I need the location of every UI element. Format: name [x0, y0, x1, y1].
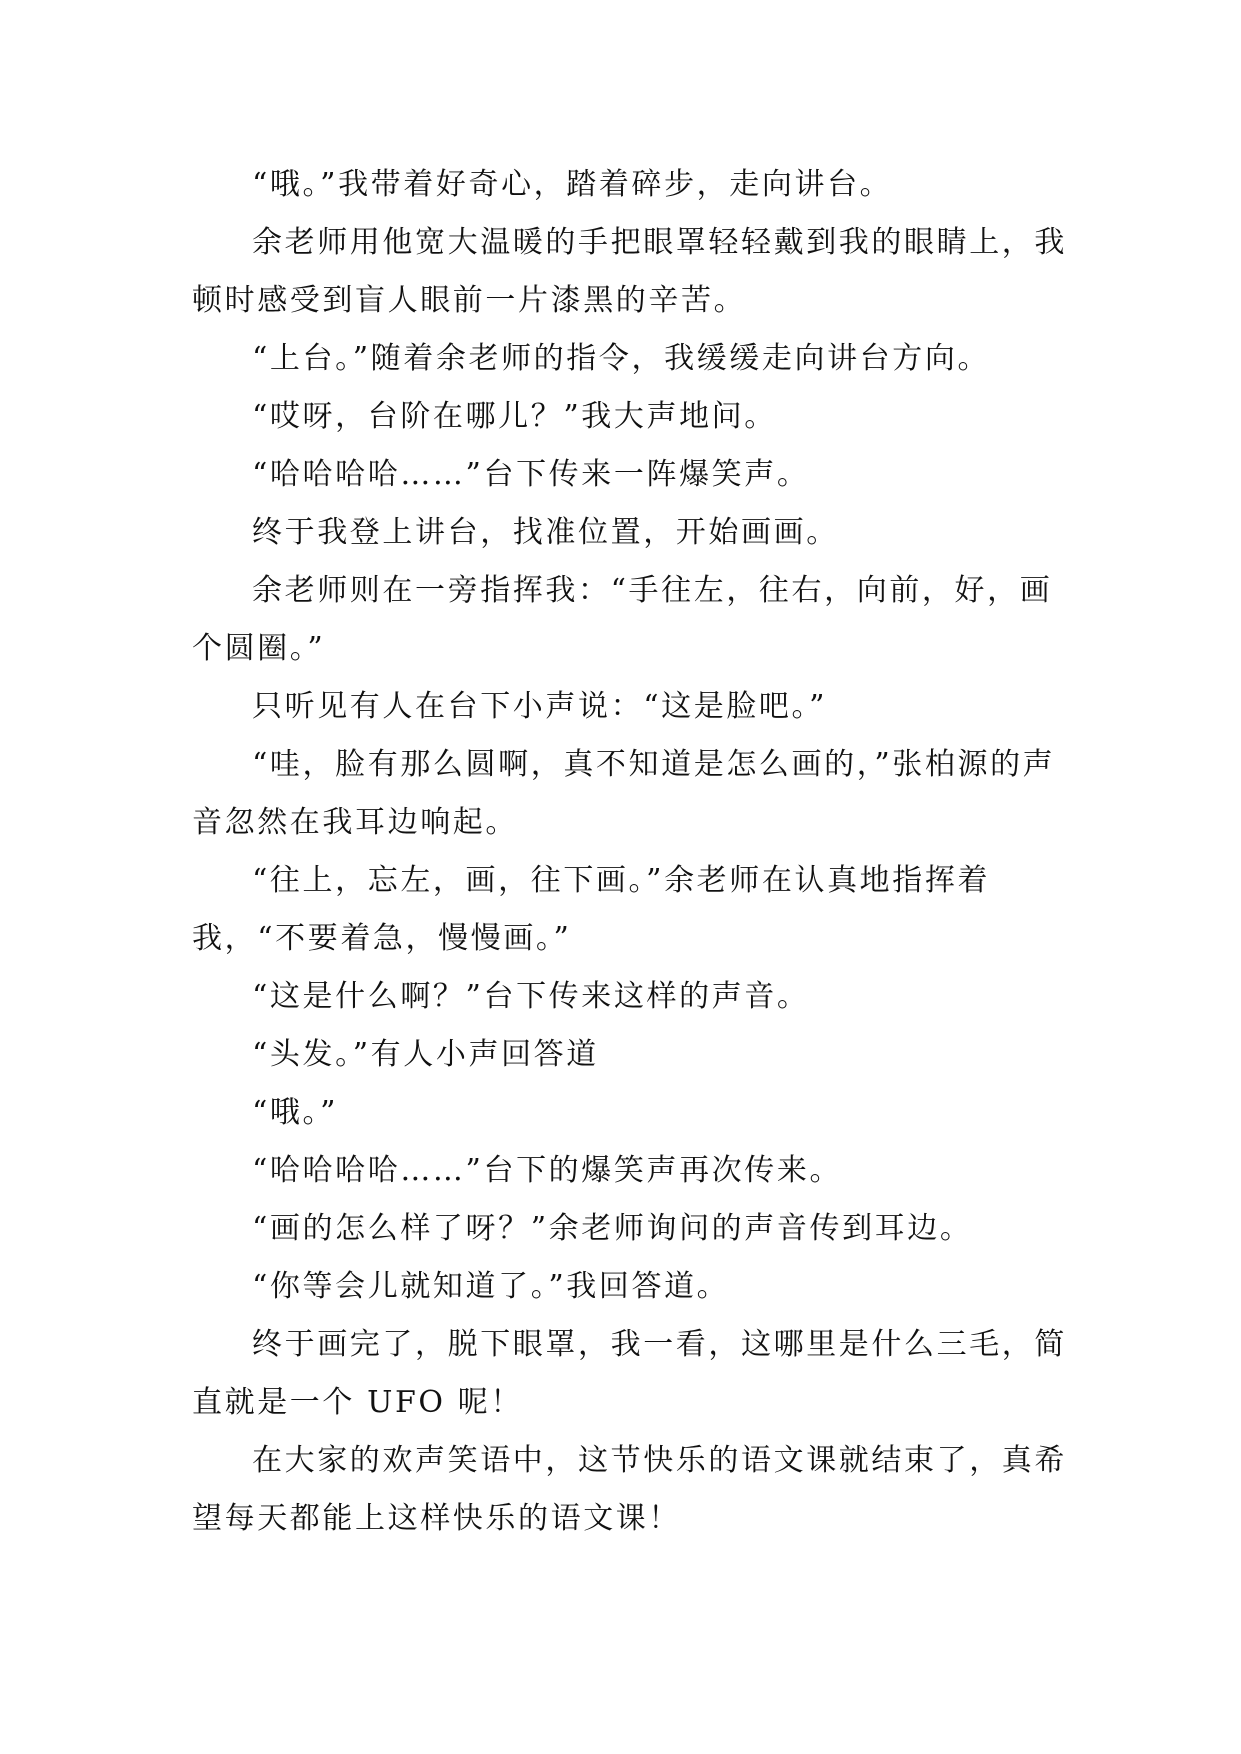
- paragraph: “哈哈哈哈……”台下的爆笑声再次传来。: [252, 1153, 843, 1188]
- paragraph: “往上，忘左，画，往下画。”余老师在认真地指挥着我，“不要着急，慢慢画。”: [192, 863, 991, 956]
- paragraph: 只听见有人在台下小声说：“这是脸吧。”: [252, 689, 828, 724]
- paragraph: “你等会儿就知道了。”我回答道。: [252, 1269, 730, 1304]
- paragraph: “头发。”有人小声回答道: [252, 1037, 599, 1072]
- paragraph: “哈哈哈哈……”台下传来一阵爆笑声。: [252, 457, 810, 492]
- paragraph: 终于画完了，脱下眼罩，我一看，这哪里是什么三毛，简直就是一个 UFO 呢！: [192, 1327, 1067, 1420]
- paragraph: “哎呀，台阶在哪儿？”我大声地问。: [252, 399, 777, 434]
- paragraph: 余老师用他宽大温暖的手把眼罩轻轻戴到我的眼睛上，我顿时感受到盲人眼前一片漆黑的辛苦。: [192, 225, 1067, 318]
- paragraph: “画的怎么样了呀？”余老师询问的声音传到耳边。: [252, 1211, 973, 1246]
- paragraph: 余老师则在一旁指挥我：“手往左，往右，向前，好，画个圆圈。”: [192, 573, 1053, 666]
- document-body: [192, 156, 1072, 1548]
- paragraph: “哇，脸有那么圆啊，真不知道是怎么画的，”张柏源的声音忽然在我耳边响起。: [192, 747, 1056, 840]
- paragraph: “上台。”随着余老师的指令，我缓缓走向讲台方向。: [252, 341, 991, 376]
- paragraph: 终于我登上讲台，找准位置，开始画画。: [252, 515, 839, 550]
- paragraph: “哦。”我带着好奇心，踏着碎步，走向讲台。: [252, 167, 893, 202]
- paragraph: “这是什么啊？”台下传来这样的声音。: [252, 979, 810, 1014]
- paragraph: 在大家的欢声笑语中，这节快乐的语文课就结束了，真希望每天都能上这样快乐的语文课！: [192, 1443, 1067, 1536]
- paragraph: “哦。”: [252, 1095, 339, 1130]
